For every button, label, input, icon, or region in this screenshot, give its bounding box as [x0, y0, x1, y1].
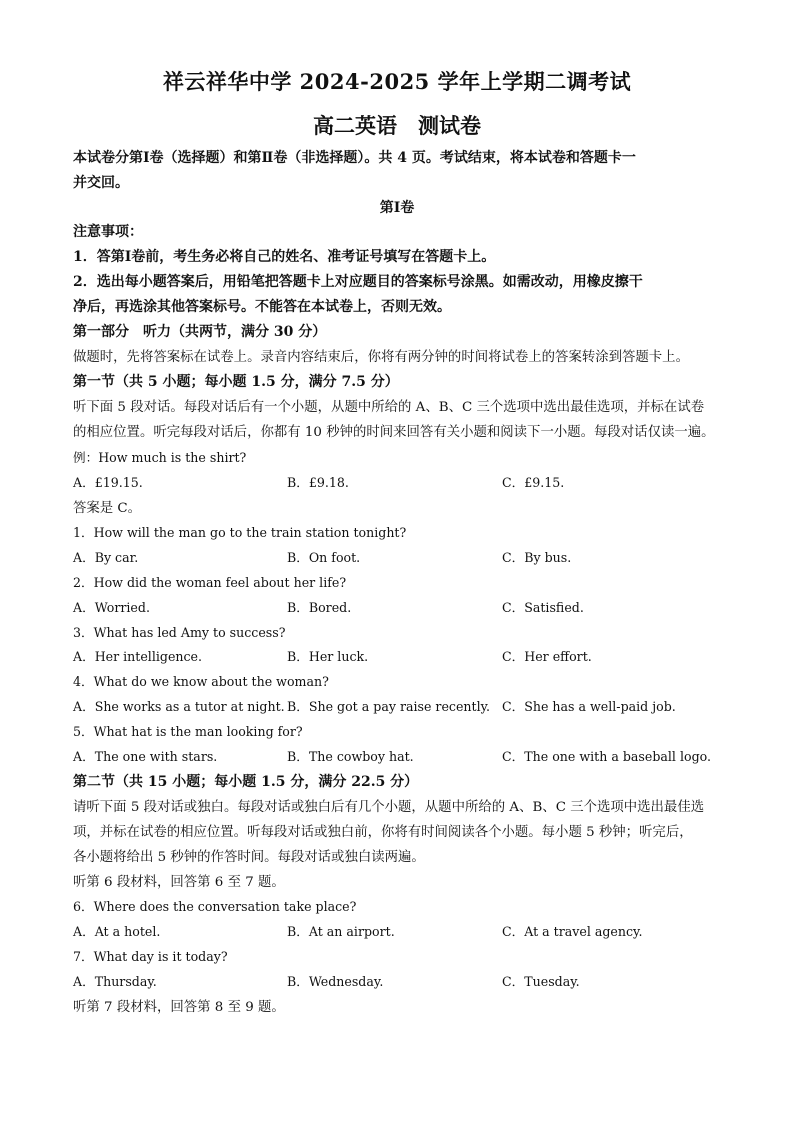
- section1-instruction: 听下面 5 段对话。每段对话后有一个小题，从题中所给的 A、B、C 三个选项中选出最佳选项，并标在试卷: [73, 400, 705, 415]
- material-6-label: 听第 6 段材料，回答第 6 至 7 题。: [73, 875, 285, 890]
- example-option-b: B．£9.18.: [287, 475, 349, 490]
- question-6: 6．Where does the conversation take place?: [73, 899, 357, 914]
- example-answer: 答案是 C。: [73, 501, 142, 516]
- q2-option-b: B．Bored.: [287, 600, 352, 615]
- material-7-label: 听第 7 段材料，回答第 8 至 9 题。: [73, 1000, 285, 1015]
- note-item: 净后，再选涂其他答案标号。不能答在本试卷上，否则无效。: [73, 299, 451, 315]
- question-2: 2．How did the woman feel about her life?: [73, 575, 347, 590]
- question-5: 5．What hat is the man looking for?: [73, 724, 303, 739]
- section2-instruction: 请听下面 5 段对话或独白。每段对话或独白后有几个小题，从题中所给的 A、B、C 三个选项中选出最佳选: [73, 800, 705, 815]
- q1-option-c: C．By bus.: [502, 550, 572, 565]
- q2-option-c: C．Satisfied.: [502, 600, 584, 615]
- q1-option-b: B．On foot.: [287, 550, 361, 565]
- question-3: 3．What has led Amy to success?: [73, 625, 286, 640]
- exam-subtitle: 高二英语 测试卷: [313, 113, 481, 138]
- exam-title: 祥云祥华中学 2024-2025 学年上学期二调考试: [162, 69, 632, 94]
- q5-option-b: B．The cowboy hat.: [287, 749, 414, 764]
- question-1: 1．How will the man go to the train station tonight?: [73, 525, 407, 540]
- section1-heading: 第一节（共 5 小题；每小题 1.5 分，满分 7.5 分）: [73, 374, 399, 390]
- part1-heading: 第一部分 听力（共两节，满分 30 分）: [73, 324, 327, 340]
- q1-option-a: A．By car.: [73, 550, 139, 565]
- q7-option-a: A．Thursday.: [73, 974, 157, 989]
- question-7: 7．What day is it today?: [73, 949, 228, 964]
- q7-option-c: C．Tuesday.: [502, 974, 580, 989]
- section2-instruction: 各小题将给出 5 秒钟的作答时间。每段对话或独白读两遍。: [73, 850, 425, 865]
- example-option-a: A．£19.15.: [73, 475, 143, 490]
- q3-option-a: A．Her intelligence.: [73, 649, 203, 664]
- q4-option-c: C．She has a well-paid job.: [502, 699, 676, 714]
- q6-option-a: A．At a hotel.: [73, 924, 161, 939]
- part1-instruction: 做题时，先将答案标在试卷上。录音内容结束后，你将有两分钟的时间将试卷上的答案转涂到答题卡上。: [73, 350, 689, 365]
- intro-line-2: 并交回。: [73, 175, 129, 191]
- note-item: 1．答第Ⅰ卷前，考生务必将自己的姓名、准考证号填写在答题卡上。: [73, 249, 496, 265]
- q6-option-b: B．At an airport.: [287, 924, 395, 939]
- volume-label: 第Ⅰ卷: [379, 200, 415, 216]
- intro-line-1: 本试卷分第Ⅰ卷（选择题）和第Ⅱ卷（非选择题）。共 4 页。考试结束，将本试卷和答题卡一: [73, 150, 636, 166]
- q5-option-a: A．The one with stars.: [73, 749, 218, 764]
- q4-option-b: B．She got a pay raise recently.: [287, 699, 491, 714]
- example-option-c: C．£9.15.: [502, 475, 565, 490]
- example-question: 例：How much is the shirt?: [73, 450, 247, 465]
- question-4: 4．What do we know about the woman?: [73, 674, 329, 689]
- notes-heading: 注意事项：: [73, 224, 143, 240]
- section2-heading: 第二节（共 15 小题；每小题 1.5 分，满分 22.5 分）: [73, 774, 419, 790]
- section2-instruction: 项，并标在试卷的相应位置。听每段对话或独白前，你将有时间阅读各个小题。每小题 5 秒钟；听完后，: [73, 825, 693, 840]
- section1-instruction: 的相应位置。听完每段对话后，你都有 10 秒钟的时间来回答有关小题和阅读下一小题。每段对话仅读一遍。: [73, 425, 715, 440]
- q3-option-b: B．Her luck.: [287, 649, 369, 664]
- q4-option-a: A．She works as a tutor at night.: [73, 699, 285, 714]
- note-item: 2．选出每小题答案后，用铅笔把答题卡上对应题目的答案标号涂黑。如需改动，用橡皮擦干: [73, 274, 643, 290]
- q5-option-c: C．The one with a baseball logo.: [502, 749, 711, 764]
- q7-option-b: B．Wednesday.: [287, 974, 384, 989]
- q2-option-a: A．Worried.: [73, 600, 150, 615]
- q3-option-c: C．Her effort.: [502, 649, 592, 664]
- q6-option-c: C．At a travel agency.: [502, 924, 643, 939]
